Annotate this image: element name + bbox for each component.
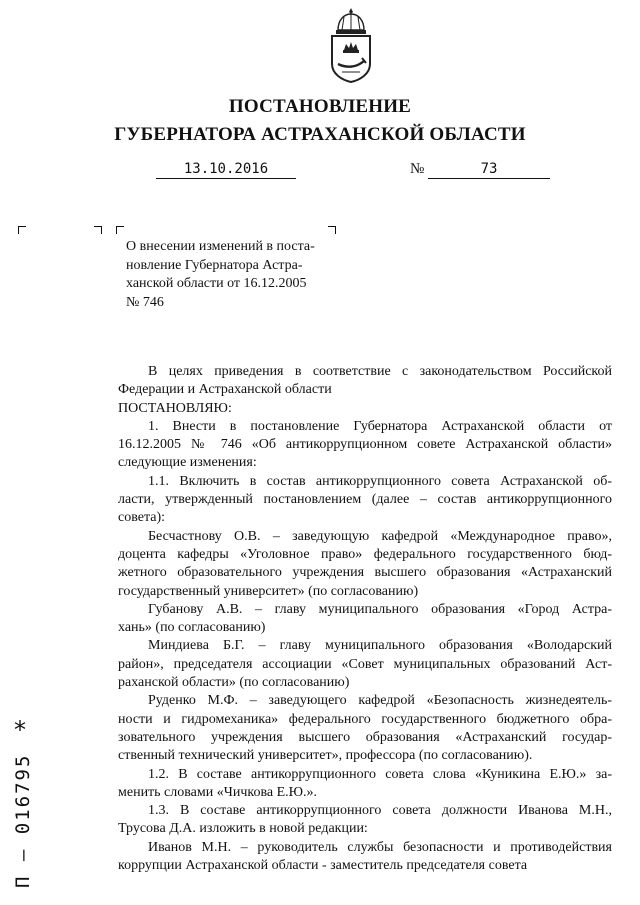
body-line: 1.3. В составе антикоррупционного совета должности Иванова М.Н., — [148, 803, 612, 819]
subject-line: № 746 — [126, 294, 164, 310]
registration-stamp-number: П – 016795 — [12, 753, 34, 888]
document-body — [118, 363, 612, 875]
body-line: Руденко М.Ф. – заведующего кафедрой «Безопасность жизнедеятель- — [148, 693, 612, 709]
document-type-title: ПОСТАНОВЛЕНИЕ — [228, 96, 412, 117]
body-line: доцента кафедры «Уголовное право» федерального государственного бюд- — [118, 546, 612, 562]
coat-of-arms-icon — [324, 6, 378, 84]
body-line: Губанову А.В. – главу муниципального образования «Город Астра- — [148, 601, 612, 617]
body-line: район», председателя ассоциации «Совет муниципальных образований Аст- — [118, 656, 612, 672]
body-line: менить словами «Чичкова Е.Ю.». — [118, 784, 318, 800]
address-corner-mark — [18, 226, 26, 234]
body-line: ственный технический университет», профессора (по согласованию). — [118, 748, 533, 764]
body-line: Трусова Д.А. изложить в новой редакции: — [118, 821, 368, 837]
body-line: совета): — [118, 510, 166, 526]
subject-corner-mark — [116, 226, 124, 234]
body-line: В целях приведения в соответствие с законодательством Российской — [148, 364, 612, 379]
body-line: 16.12.2005 № 746 «Об антикоррупционном совете Астраханской области» — [118, 437, 612, 453]
document-date: 13.10.2016 — [156, 160, 296, 179]
body-line: Федерации и Астраханской области — [118, 382, 332, 398]
number-sign: № — [410, 161, 425, 177]
body-line: 1.2. В составе антикоррупционного совета слова «Куникина Е.Ю.» за- — [148, 766, 612, 782]
body-line: Иванов М.Н. – руководитель службы безопасности и противодействия — [148, 839, 612, 855]
document-number: 73 — [428, 160, 550, 179]
stamp-asterisk: * — [14, 716, 26, 744]
body-line: Миндиева Б.Г. – главу муниципального образования «Володарский — [148, 638, 612, 654]
body-line: зовательного учреждения высшего образования «Астраханский государ- — [118, 729, 612, 745]
body-line: Бесчастнову О.В. – заведующую кафедрой «Международное право», — [148, 528, 612, 544]
body-line: коррупции Астраханской области - заместитель председателя совета — [118, 858, 528, 874]
body-line: ности и гидромеханика» федерального государственного бюджетного обра- — [118, 711, 612, 727]
body-line: государственный университет» (по согласованию) — [118, 583, 419, 599]
subject-line: О внесении изменений в поста- — [126, 239, 315, 254]
decree-keyword: ПОСТАНОВЛЯЮ: — [118, 400, 232, 416]
body-line: раханской области» (по согласованию) — [118, 675, 350, 691]
subject-line: новление Губернатора Астра- — [126, 257, 303, 273]
body-line: следующие изменения: — [118, 455, 257, 471]
address-corner-mark — [94, 226, 102, 234]
body-line: 1.1. Включить в состав антикоррупционного совета Астраханской об- — [148, 473, 612, 489]
body-line: ласти, утвержденный постановлением (далее – состав антикоррупционного — [118, 492, 612, 508]
body-line: жетного образовательного учреждения высшего образования «Астраханский — [118, 565, 612, 581]
subject-line: ханской области от 16.12.2005 — [126, 276, 307, 291]
subject-block — [126, 238, 332, 312]
issuer-title: ГУБЕРНАТОРА АСТРАХАНСКОЙ ОБЛАСТИ — [114, 124, 526, 145]
body-line: хань» (по согласованию) — [118, 620, 266, 636]
subject-corner-mark — [328, 226, 336, 234]
body-line: 1. Внести в постановление Губернатора Астраханской области от — [148, 418, 612, 434]
